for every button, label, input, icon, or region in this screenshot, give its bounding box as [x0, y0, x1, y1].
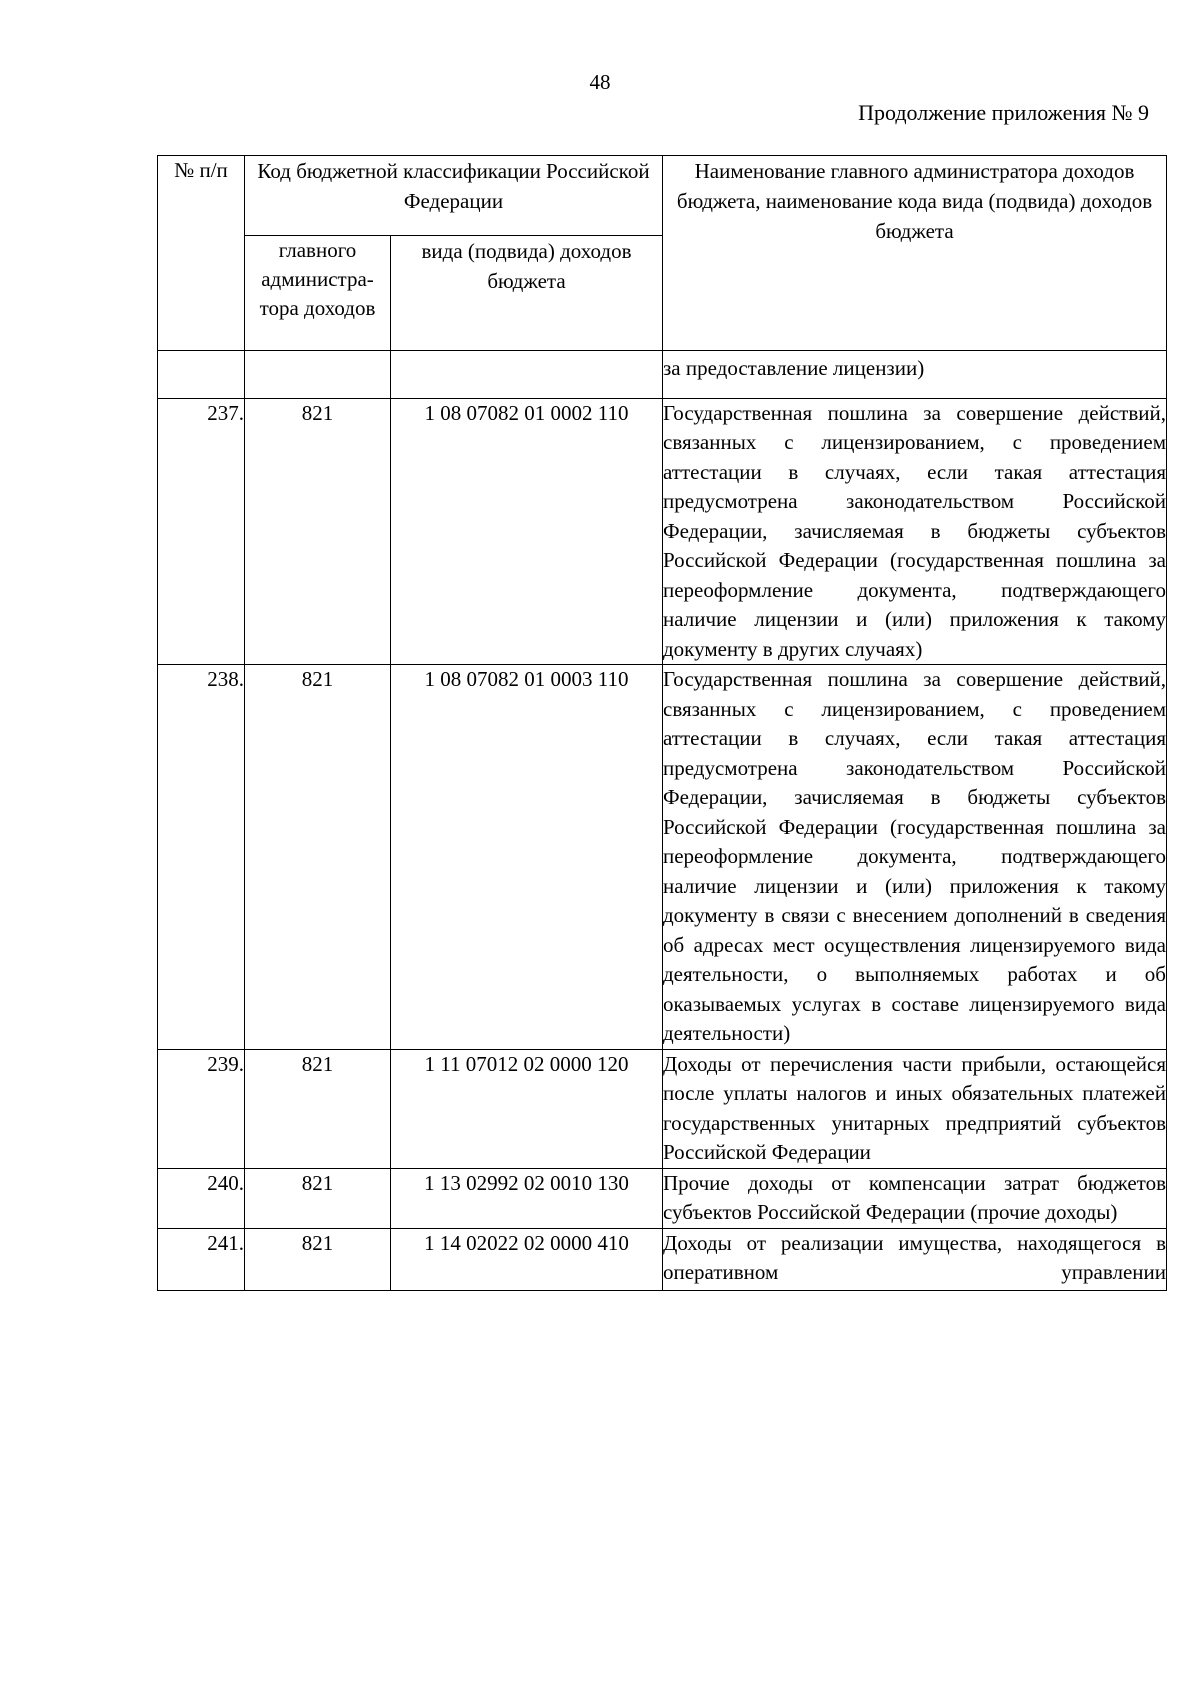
appendix-continuation-label: Продолжение приложения № 9	[858, 100, 1149, 125]
table-row	[158, 398, 1167, 665]
header-revenue-type: вида (подвида) доходов бюджета	[391, 236, 663, 351]
revenue-code: 1 14 02022 02 0000 410	[391, 1228, 663, 1290]
revenue-name: Государственная пошлина за совершение действий, связанных с лицензированием, с проведением аттестации в случаях, если такая аттестация предусмотрена законодательством Российской Федерации, зачисляемая в бюджеты субъектов Российской Федерации (государственная пошлина за переоформление документа, подтверждающего наличие лицензии и (или) приложения к такому документу в других случаях)	[663, 398, 1167, 665]
row-number	[158, 351, 245, 399]
revenue-code: 1 08 07082 01 0003 110	[391, 665, 663, 1050]
header-budget-classification-code: Код бюджетной классификации Российской Федерации	[245, 156, 663, 236]
header-chief-administrator: главного администра-тора доходов	[245, 236, 391, 351]
table-row	[158, 1228, 1167, 1290]
revenue-name: Доходы от перечисления части прибыли, остающейся после уплаты налогов и иных обязательных платежей государственных унитарных предприятий субъектов Российской Федерации	[663, 1049, 1167, 1168]
table-row	[158, 1168, 1167, 1228]
administrator-code: 821	[245, 665, 391, 1050]
revenue-code: 1 11 07012 02 0000 120	[391, 1049, 663, 1168]
revenue-name: за предоставление лицензии)	[663, 351, 1167, 399]
revenue-name: Прочие доходы от компенсации затрат бюджетов субъектов Российской Федерации (прочие доходы)	[663, 1168, 1167, 1228]
administrator-code: 821	[245, 1168, 391, 1228]
table-row	[158, 665, 1167, 1050]
revenue-name: Государственная пошлина за совершение действий, связанных с лицензированием, с проведением аттестации в случаях, если такая аттестация предусмотрена законодательством Российской Федерации, зачисляемая в бюджеты субъектов Российской Федерации (государственная пошлина за переоформление документа, подтверждающего наличие лицензии и (или) приложения к такому документу в связи с внесением дополнений в сведения об адресах мест осуществления лицензируемого вида деятельности, о выполняемых работах и об оказываемых услугах в составе лицензируемого вида деятельности)	[663, 665, 1167, 1050]
page-number: 48	[589, 70, 611, 94]
header-administrator-name: Наименование главного администратора доходов бюджета, наименование кода вида (подвида) доходов бюджета	[663, 156, 1167, 351]
row-number: 241.	[158, 1228, 245, 1290]
administrator-code	[245, 351, 391, 399]
administrator-code: 821	[245, 1228, 391, 1290]
revenue-code	[391, 351, 663, 399]
header-row-number: № п/п	[158, 156, 245, 351]
row-number: 240.	[158, 1168, 245, 1228]
table-row	[158, 351, 1167, 399]
revenue-code: 1 13 02992 02 0010 130	[391, 1168, 663, 1228]
administrator-code: 821	[245, 398, 391, 665]
table-row	[158, 1049, 1167, 1168]
table-body	[158, 351, 1167, 1291]
revenue-code: 1 08 07082 01 0002 110	[391, 398, 663, 665]
table-header	[158, 156, 1167, 351]
revenue-name: Доходы от реализации имущества, находящегося в оперативном управлении	[663, 1228, 1167, 1290]
revenue-classification-table	[157, 155, 1167, 1291]
row-number: 238.	[158, 665, 245, 1050]
row-number: 239.	[158, 1049, 245, 1168]
administrator-code: 821	[245, 1049, 391, 1168]
row-number: 237.	[158, 398, 245, 665]
